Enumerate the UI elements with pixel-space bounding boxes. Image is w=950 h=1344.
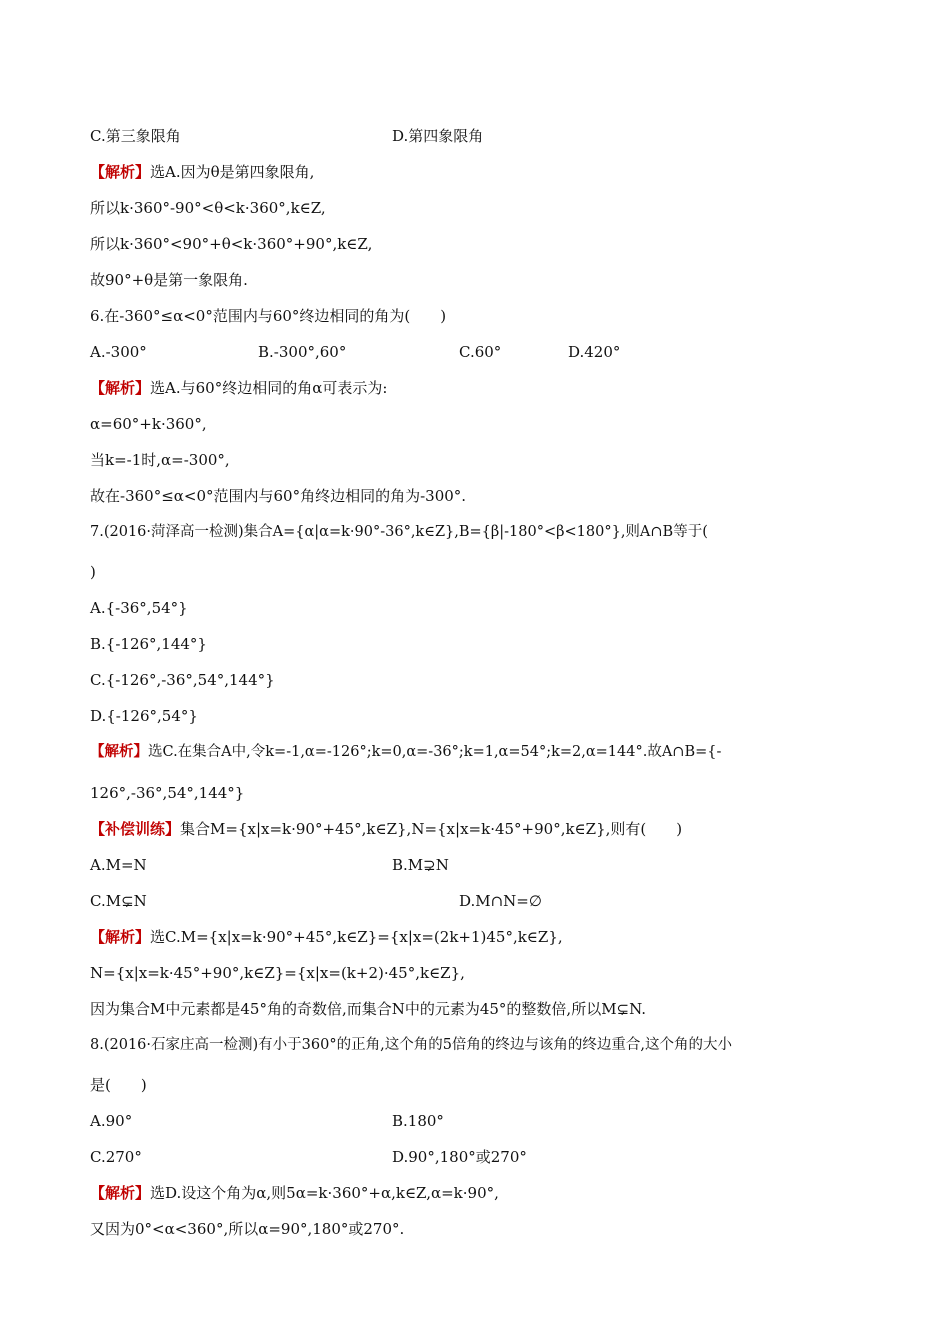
jiexi-tag: 【解析】 <box>90 928 151 946</box>
q6-option-d: D.420° <box>568 343 621 361</box>
q6-solution-line-3: 当k=-1时,α=-300°, <box>90 451 230 469</box>
buchang-solution-line-1 <box>90 927 563 947</box>
buchang-option-b: B.M⊋N <box>392 856 449 874</box>
q7-solution-line-1 <box>90 742 721 762</box>
q5-option-d: D.第四象限角 <box>392 127 484 145</box>
q5-solution-line-4: 故90°+θ是第一象限角. <box>90 271 248 289</box>
jiexi-tag: 【解析】 <box>90 743 148 760</box>
buchang-solution-text: 选C.M={x|x=k·90°+45°,k∈Z}={x|x=(2k+1)45°,k∈Z}, <box>150 928 563 946</box>
q6-solution-line-2: α=60°+k·360°, <box>90 415 207 433</box>
q7-stem: 7.(2016·菏泽高一检测)集合A={α|α=k·90°-36°,k∈Z},B={β|-180°<β<180°},则A∩B等于( <box>90 524 708 540</box>
q6-option-a: A.-300° <box>90 343 147 361</box>
q8-solution-text: 选D.设这个角为α,则5α=k·360°+α,k∈Z,α=k·90°, <box>150 1184 499 1202</box>
q6-solution-line-1 <box>90 378 387 398</box>
q8-solution-line-2: 又因为0°<α<360°,所以α=90°,180°或270°. <box>90 1220 405 1238</box>
q6-solution-text: 选A.与60°终边相同的角α可表示为: <box>150 379 388 397</box>
q6-solution-line-4: 故在-360°≤α<0°范围内与60°角终边相同的角为-300°. <box>90 487 467 505</box>
q5-solution-line-3: 所以k·360°<90°+θ<k·360°+90°,k∈Z, <box>90 235 373 253</box>
q6-stem: 6.在-360°≤α<0°范围内与60°终边相同的角为( ) <box>90 307 447 325</box>
buchang-stem-line <box>90 819 682 839</box>
buchang-option-c: C.M⊊N <box>90 892 147 910</box>
jiexi-tag: 【解析】 <box>90 1184 151 1202</box>
buchang-option-a: A.M=N <box>90 856 147 874</box>
q5-solution-text: 选A.因为θ是第四象限角, <box>150 163 315 181</box>
q7-option-c: C.{-126°,-36°,54°,144°} <box>90 671 275 689</box>
q7-stem-end: ) <box>90 563 96 581</box>
q8-option-b: B.180° <box>392 1112 444 1130</box>
q8-option-c: C.270° <box>90 1148 142 1166</box>
q8-solution-line-1 <box>90 1183 499 1203</box>
q7-solution-line-2: 126°,-36°,54°,144°} <box>90 784 245 802</box>
buchang-solution-line-3: 因为集合M中元素都是45°角的奇数倍,而集合N中的元素为45°的整数倍,所以M⊊N. <box>90 1000 647 1018</box>
q7-option-b: B.{-126°,144°} <box>90 635 207 653</box>
q8-stem: 8.(2016·石家庄高一检测)有小于360°的正角,这个角的5倍角的终边与该角的终边重合,这个角的大小 <box>90 1037 733 1053</box>
buchang-solution-line-2: N={x|x=k·45°+90°,k∈Z}={x|x=(k+2)·45°,k∈Z}, <box>90 964 465 982</box>
jiexi-tag: 【解析】 <box>90 379 151 397</box>
q8-stem-line-2: 是( ) <box>90 1076 147 1094</box>
q5-option-c: C.第三象限角 <box>90 127 181 145</box>
q6-option-b: B.-300°,60° <box>258 343 347 361</box>
buchang-stem: 集合M={x|x=k·90°+45°,k∈Z},N={x|x=k·45°+90°,k∈Z},则有( ) <box>180 820 683 838</box>
q5-solution-line-2: 所以k·360°-90°<θ<k·360°,k∈Z, <box>90 199 326 217</box>
q7-option-d: D.{-126°,54°} <box>90 707 198 725</box>
q7-option-a: A.{-36°,54°} <box>90 599 188 617</box>
buchang-tag: 【补偿训练】 <box>90 820 181 838</box>
buchang-option-d: D.M∩N=∅ <box>459 892 542 910</box>
q5-solution-line-1 <box>90 162 314 182</box>
q8-option-a: A.90° <box>90 1112 133 1130</box>
q6-option-c: C.60° <box>459 343 502 361</box>
q8-option-d: D.90°,180°或270° <box>392 1148 527 1166</box>
jiexi-tag: 【解析】 <box>90 163 151 181</box>
q7-solution-text: 选C.在集合A中,令k=-1,α=-126°;k=0,α=-36°;k=1,α=54°;k=2,α=144°.故A∩B={- <box>148 744 722 760</box>
